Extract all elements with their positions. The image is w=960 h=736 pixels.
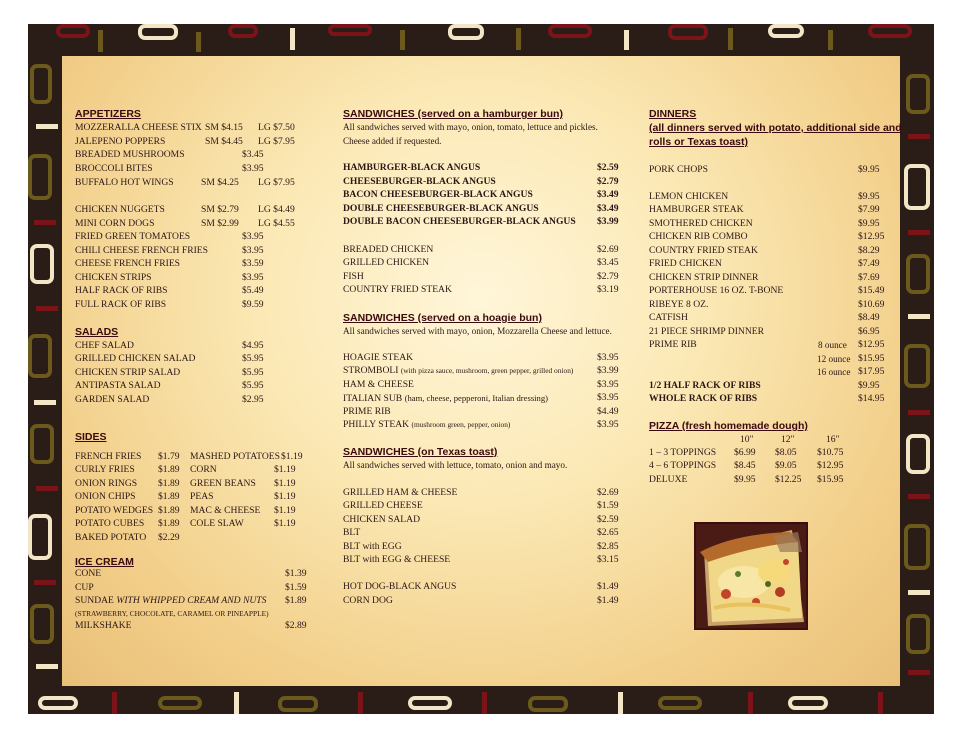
appetizer-sm-price: SM $4.25	[201, 177, 239, 188]
appetizer-price: $3.45	[242, 149, 264, 160]
pizza-price: $8.05	[775, 447, 797, 458]
dinner-name: CATFISH	[649, 312, 688, 323]
border-ornament	[28, 514, 52, 560]
border-ornament	[30, 64, 52, 104]
pizza-row-name: 1 – 3 TOPPINGS	[649, 447, 717, 458]
appetizer-name: CHICKEN STRIPS	[75, 272, 152, 283]
appetizer-sm-price: SM $4.45	[205, 136, 243, 147]
appetizer-price: $3.59	[242, 258, 264, 269]
appetizer-name: MINI CORN DOGS	[75, 218, 155, 229]
appetizer-name: MOZZERALLA CHEESE STIX	[75, 122, 202, 133]
dinner-price: $8.29	[858, 245, 880, 256]
ice-cream-flavors-note: (STRAWBERRY, CHOCOLATE, CARAMEL OR PINEAPPLE)	[75, 609, 269, 618]
pizza-row-name: 4 – 6 TOPPINGS	[649, 460, 717, 471]
ice-cream-price: $1.59	[285, 582, 307, 593]
prime-rib-price: $17.95	[858, 366, 885, 377]
border-ornament	[904, 344, 930, 388]
side-name: FRENCH FRIES	[75, 451, 142, 462]
pizza-price: $15.95	[817, 474, 844, 485]
ice-cream-name: SUNDAE	[75, 595, 114, 606]
border-ornament	[30, 244, 54, 284]
burger-name: DOUBLE CHEESEBURGER-BLACK ANGUS	[343, 203, 539, 214]
appetizer-price: $3.95	[242, 163, 264, 174]
salads-heading: SALADS	[75, 326, 119, 338]
side-price: $1.19	[274, 518, 296, 529]
hoagie-name: ITALIAN SUB	[343, 393, 403, 404]
ribs-price: $9.95	[858, 380, 880, 391]
dinner-price: $7.99	[858, 204, 880, 215]
texas-price: $2.85	[597, 541, 619, 552]
border-ornament	[904, 524, 930, 570]
ribs-price: $14.95	[858, 393, 885, 404]
dinner-price: $8.49	[858, 312, 880, 323]
dinner-name: PORTERHOUSE 16 OZ. T-BONE	[649, 285, 784, 296]
dinner-name: SMOTHERED CHICKEN	[649, 218, 753, 229]
dinner-price: $9.95	[858, 191, 880, 202]
border-ornament	[30, 424, 54, 464]
pizza-heading: PIZZA (fresh homemade dough)	[649, 420, 808, 432]
sandwich-price: $3.45	[597, 257, 619, 268]
border-ornament	[528, 696, 568, 712]
border-ornament	[908, 410, 930, 415]
prime-rib-size: 16 ounce	[817, 367, 851, 377]
sandwich-price: $3.19	[597, 284, 619, 295]
texas-price: $2.69	[597, 487, 619, 498]
side-price: $1.89	[158, 464, 180, 475]
hoagie-item	[343, 365, 573, 377]
pizza-size-header: 12"	[781, 434, 795, 445]
border-ornament	[448, 24, 484, 40]
border-ornament	[878, 692, 883, 714]
appetizer-sm-price: SM $2.79	[201, 204, 239, 215]
pizza-size-header: 16"	[826, 434, 840, 445]
texas-name: BLT with EGG	[343, 541, 402, 552]
sandwich-name: GRILLED CHICKEN	[343, 257, 430, 268]
appetizer-price: $3.95	[242, 231, 264, 242]
appetizer-name: BROCCOLI BITES	[75, 163, 153, 174]
salad-price: $5.95	[242, 380, 264, 391]
texas-name: GRILLED CHEESE	[343, 500, 423, 511]
border-ornament	[516, 28, 521, 50]
border-ornament	[98, 30, 103, 52]
ice-cream-item	[75, 595, 266, 607]
texas-name: HOT DOG-BLACK ANGUS	[343, 581, 457, 592]
dinner-price: $12.95	[858, 231, 885, 242]
appetizer-price: $3.95	[242, 245, 264, 256]
salad-name: CHICKEN STRIP SALAD	[75, 367, 181, 378]
ice-cream-price: $1.39	[285, 568, 307, 579]
dinner-name: PRIME RIB	[649, 339, 697, 350]
border-ornament	[906, 254, 930, 294]
hoagie-detail: (ham, cheese, pepperoni, Italian dressing)	[404, 393, 549, 403]
side-price: $1.89	[158, 505, 180, 516]
side-price: $1.19	[274, 505, 296, 516]
ribs-name: 1/2 HALF RACK OF RIBS	[649, 380, 761, 391]
appetizer-name: FRIED GREEN TOMATOES	[75, 231, 191, 242]
sandwiches-texas-note: All sandwiches served with lettuce, tomato, onion and mayo.	[343, 460, 568, 470]
appetizer-name: JALEPENO POPPERS	[75, 136, 166, 147]
border-ornament	[908, 670, 930, 675]
border-ornament	[328, 24, 372, 36]
dinner-price: $9.95	[858, 164, 880, 175]
sides-heading: SIDES	[75, 431, 107, 443]
border-ornament	[138, 24, 178, 40]
border-ornament	[278, 696, 318, 712]
dinner-price: $7.69	[858, 272, 880, 283]
border-ornament	[30, 604, 54, 644]
side-name: ONION RINGS	[75, 478, 138, 489]
border-ornament	[34, 400, 56, 405]
border-ornament	[906, 614, 930, 654]
border-ornament	[112, 692, 117, 714]
appetizer-price: $5.49	[242, 285, 264, 296]
hoagie-price: $3.95	[597, 352, 619, 363]
ice-cream-name: CUP	[75, 582, 94, 593]
border-ornament	[768, 24, 804, 38]
burger-name: BACON CHEESEBURGER-BLACK ANGUS	[343, 189, 533, 200]
appetizer-name: CHICKEN NUGGETS	[75, 204, 165, 215]
pizza-price: $9.95	[734, 474, 756, 485]
border-ornament	[28, 334, 52, 378]
texas-name: CHICKEN SALAD	[343, 514, 421, 525]
border-ornament	[908, 590, 930, 595]
side-name: CURLY FRIES	[75, 464, 135, 475]
hoagie-name: HOAGIE STEAK	[343, 352, 414, 363]
border-ornament	[658, 696, 702, 710]
texas-name: BLT with EGG & CHEESE	[343, 554, 451, 565]
hoagie-price: $3.99	[597, 365, 619, 376]
prime-rib-size: 8 ounce	[818, 340, 847, 350]
hoagie-name: PHILLY STEAK	[343, 419, 410, 430]
hoagie-item	[343, 419, 510, 431]
texas-price: $1.49	[597, 581, 619, 592]
appetizer-sm-price: SM $4.15	[205, 122, 243, 133]
appetizer-lg-price: LG $7.50	[258, 122, 295, 133]
border-ornament	[904, 164, 930, 210]
border-ornament	[908, 230, 930, 235]
texas-price: $2.65	[597, 527, 619, 538]
border-ornament	[228, 24, 258, 38]
hoagie-price: $4.49	[597, 406, 619, 417]
dinner-price: $6.95	[858, 326, 880, 337]
border-ornament	[358, 692, 363, 714]
dinners-heading: DINNERS	[649, 108, 697, 120]
side-price: $1.89	[158, 478, 180, 489]
dinner-name: LEMON CHICKEN	[649, 191, 729, 202]
side-name: ONION CHIPS	[75, 491, 136, 502]
texas-name: CORN DOG	[343, 595, 393, 606]
pizza-price: $9.05	[775, 460, 797, 471]
border-ornament	[28, 154, 52, 200]
sandwich-name: FISH	[343, 271, 364, 282]
hoagie-item	[343, 392, 548, 405]
salad-price: $2.95	[242, 394, 264, 405]
border-ornament	[290, 28, 295, 50]
sandwiches-burger-heading: SANDWICHES (served on a hamburger bun)	[343, 108, 563, 120]
side-name: GREEN BEANS	[190, 478, 256, 489]
burger-name: DOUBLE BACON CHEESEBURGER-BLACK ANGUS	[343, 216, 576, 227]
border-ornament	[906, 74, 930, 114]
pizza-size-header: 10"	[740, 434, 754, 445]
texas-price: $1.49	[597, 595, 619, 606]
side-price: $2.29	[158, 532, 180, 543]
texas-price: $1.59	[597, 500, 619, 511]
border-ornament	[828, 30, 833, 50]
hoagie-detail: (with pizza sauce, mushroom, green pepper, grilled onion)	[400, 366, 574, 375]
ice-cream-name: MILKSHAKE	[75, 620, 132, 631]
dinner-name: 21 PIECE SHRIMP DINNER	[649, 326, 765, 337]
border-ornament	[36, 664, 58, 669]
prime-rib-price: $12.95	[858, 339, 885, 350]
border-ornament	[36, 124, 58, 129]
salad-price: $5.95	[242, 353, 264, 364]
border-ornament	[618, 692, 623, 714]
appetizers-heading: APPETIZERS	[75, 108, 141, 120]
side-name: BAKED POTATO	[75, 532, 147, 543]
border-ornament	[34, 220, 56, 225]
appetizer-name: BREADED MUSHROOMS	[75, 149, 185, 160]
side-name: PEAS	[190, 491, 214, 502]
burger-name: HAMBURGER-BLACK ANGUS	[343, 162, 481, 173]
prime-rib-size: 12 ounce	[817, 354, 851, 364]
salad-name: GARDEN SALAD	[75, 394, 150, 405]
burger-price: $3.49	[597, 189, 619, 200]
ice-cream-detail: WITH WHIPPED CREAM AND NUTS	[116, 595, 267, 606]
border-ornament	[36, 306, 58, 311]
sandwiches-burger-note: All sandwiches served with mayo, onion, tomato, lettuce and pickles.	[343, 122, 598, 132]
border-ornament	[408, 696, 452, 710]
hoagie-price: $3.95	[597, 392, 619, 403]
appetizer-lg-price: LG $7.95	[258, 177, 295, 188]
side-name: CORN	[190, 464, 217, 475]
sandwich-name: BREADED CHICKEN	[343, 244, 434, 255]
border-ornament	[234, 692, 239, 714]
side-name: MAC & CHEESE	[190, 505, 261, 516]
ice-cream-name: CONE	[75, 568, 102, 579]
side-name: MASHED POTATOES	[190, 451, 280, 462]
border-ornament	[400, 30, 405, 50]
border-ornament	[908, 314, 930, 319]
border-ornament	[868, 24, 912, 38]
pizza-row-name: DELUXE	[649, 474, 688, 485]
dinner-name: FRIED CHICKEN	[649, 258, 722, 269]
dinner-price: $10.69	[858, 299, 885, 310]
texas-name: GRILLED HAM & CHEESE	[343, 487, 458, 498]
side-name: POTATO WEDGES	[75, 505, 154, 516]
salad-price: $4.95	[242, 340, 264, 351]
dinner-name: CHICKEN STRIP DINNER	[649, 272, 759, 283]
ice-cream-heading: ICE CREAM	[75, 556, 134, 568]
sandwiches-hoagie-note: All sandwiches served with mayo, onion, Mozzarella Cheese and lettuce.	[343, 326, 612, 336]
sandwich-name: COUNTRY FRIED STEAK	[343, 284, 452, 295]
border-ornament	[196, 32, 201, 52]
appetizer-sm-price: SM $2.99	[201, 218, 239, 229]
border-ornament	[908, 494, 930, 499]
dinner-price: $15.49	[858, 285, 885, 296]
pizza-price: $12.95	[817, 460, 844, 471]
border-ornament	[34, 580, 56, 585]
ice-cream-price: $1.89	[285, 595, 307, 606]
salad-name: GRILLED CHICKEN SALAD	[75, 353, 196, 364]
border-ornament	[908, 134, 930, 139]
appetizer-price: $3.95	[242, 272, 264, 283]
dinner-name: RIBEYE 8 OZ.	[649, 299, 709, 310]
hoagie-name: PRIME RIB	[343, 406, 391, 417]
border-ornament	[36, 486, 58, 491]
dinner-price: $7.49	[858, 258, 880, 269]
texas-name: BLT	[343, 527, 361, 538]
burger-name: CHEESEBURGER-BLACK ANGUS	[343, 176, 496, 187]
salad-price: $5.95	[242, 367, 264, 378]
side-price: $1.19	[274, 491, 296, 502]
appetizer-name: HALF RACK OF RIBS	[75, 285, 168, 296]
dinner-name: PORK CHOPS	[649, 164, 708, 175]
side-name: COLE SLAW	[190, 518, 244, 529]
texas-price: $2.59	[597, 514, 619, 525]
side-price: $1.89	[158, 491, 180, 502]
side-price: $1.19	[281, 451, 303, 462]
burger-price: $3.99	[597, 216, 619, 227]
dinner-price: $9.95	[858, 218, 880, 229]
border-ornament	[906, 434, 930, 474]
appetizer-name: BUFFALO HOT WINGS	[75, 177, 174, 188]
burger-price: $2.79	[597, 176, 619, 187]
side-price: $1.19	[274, 478, 296, 489]
border-ornament	[748, 692, 753, 714]
texas-price: $3.15	[597, 554, 619, 565]
border-ornament	[548, 24, 592, 38]
side-price: $1.79	[158, 451, 180, 462]
appetizer-lg-price: LG $4.49	[258, 204, 295, 215]
appetizer-name: CHEESE FRENCH FRIES	[75, 258, 181, 269]
appetizer-lg-price: LG $7.95	[258, 136, 295, 147]
appetizer-lg-price: LG $4.55	[258, 218, 295, 229]
border-ornament	[624, 30, 629, 50]
border-ornament	[38, 696, 78, 710]
sandwiches-hoagie-heading: SANDWICHES (served on a hoagie bun)	[343, 312, 542, 324]
appetizer-name: CHILI CHEESE FRENCH FRIES	[75, 245, 208, 256]
salad-name: CHEF SALAD	[75, 340, 134, 351]
pizza-price: $6.99	[734, 447, 756, 458]
dinners-subtitle: (all dinners served with potato, additional side and	[649, 122, 902, 134]
ribs-name: WHOLE RACK OF RIBS	[649, 393, 758, 404]
hoagie-price: $3.95	[597, 379, 619, 390]
hoagie-price: $3.95	[597, 419, 619, 430]
pizza-price: $10.75	[817, 447, 844, 458]
border-ornament	[788, 696, 828, 710]
dinners-subtitle: rolls or Texas toast)	[649, 136, 749, 148]
pizza-photo	[694, 522, 808, 630]
border-ornament	[482, 692, 487, 714]
border-ornament	[668, 24, 708, 40]
hoagie-detail: (mushroom green, pepper, onion)	[411, 420, 511, 429]
sandwich-price: $2.69	[597, 244, 619, 255]
dinner-name: CHICKEN RIB COMBO	[649, 231, 748, 242]
sandwich-price: $2.79	[597, 271, 619, 282]
side-price: $1.19	[274, 464, 296, 475]
sandwiches-burger-note: Cheese added if requested.	[343, 136, 442, 146]
dinner-name: COUNTRY FRIED STEAK	[649, 245, 758, 256]
hoagie-name: HAM & CHEESE	[343, 379, 414, 390]
hoagie-name: STROMBOLI	[343, 365, 399, 376]
pizza-price: $8.45	[734, 460, 756, 471]
ice-cream-price: $2.89	[285, 620, 307, 631]
salad-name: ANTIPASTA SALAD	[75, 380, 161, 391]
prime-rib-price: $15.95	[858, 353, 885, 364]
appetizer-name: FULL RACK OF RIBS	[75, 299, 167, 310]
appetizer-price: $9.59	[242, 299, 264, 310]
side-price: $1.89	[158, 518, 180, 529]
sandwiches-texas-heading: SANDWICHES (on Texas toast)	[343, 446, 498, 458]
burger-price: $3.49	[597, 203, 619, 214]
side-name: POTATO CUBES	[75, 518, 145, 529]
burger-price: $2.59	[597, 162, 619, 173]
border-ornament	[56, 24, 90, 38]
menu-page	[62, 56, 900, 686]
border-ornament	[728, 28, 733, 50]
border-ornament	[158, 696, 202, 710]
pizza-price: $12.25	[775, 474, 802, 485]
dinner-name: HAMBURGER STEAK	[649, 204, 744, 215]
